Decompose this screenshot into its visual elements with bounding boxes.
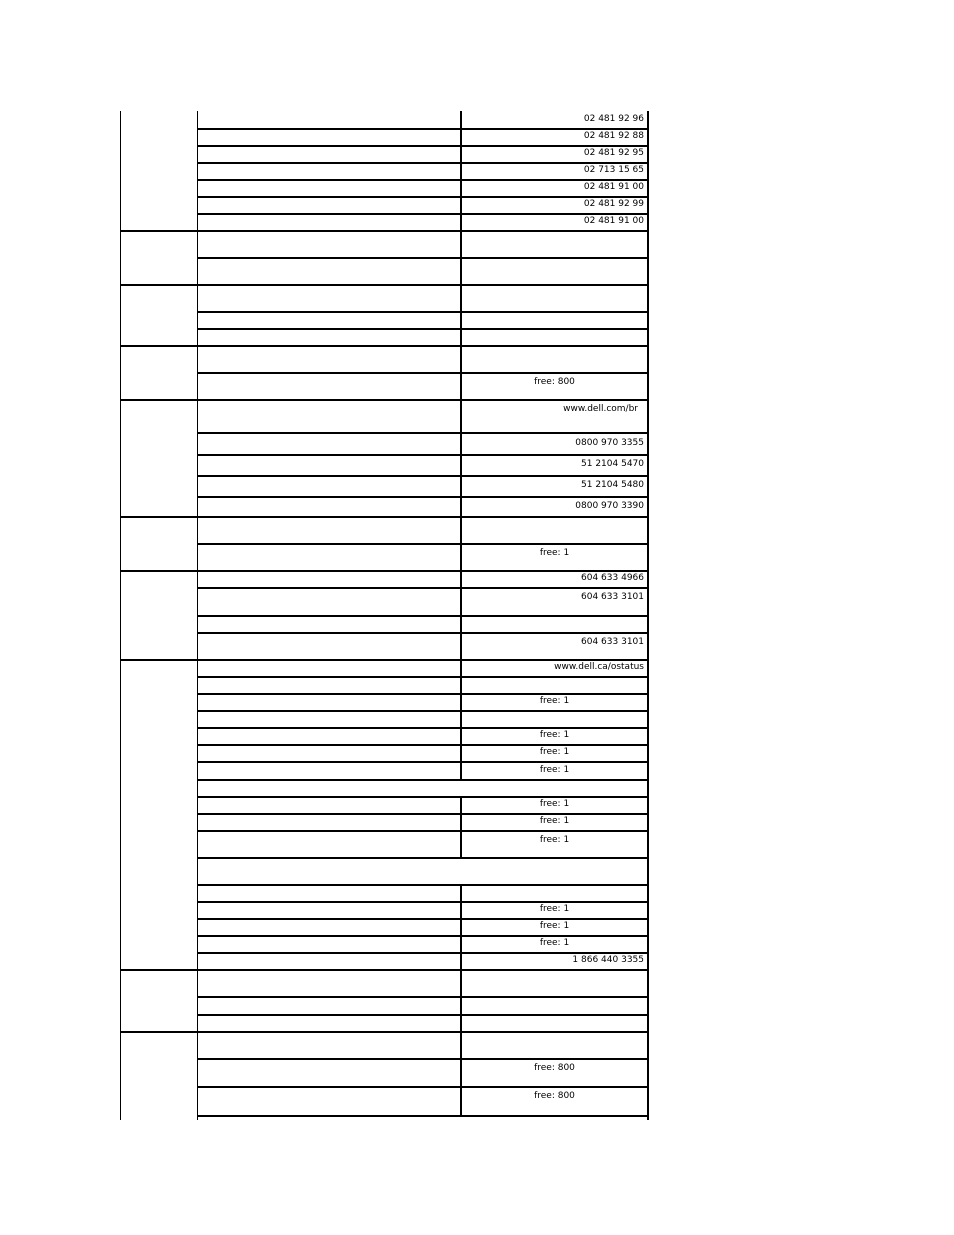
table-cell: free: 1 (539, 799, 570, 809)
row-divider (197, 996, 648, 998)
row-divider (197, 162, 648, 164)
table-cell: free: 800 (534, 377, 575, 387)
row-divider (197, 830, 648, 832)
table-cell: 02 713 15 65 (583, 165, 644, 175)
table-cell: free: 1 (539, 938, 570, 948)
row-divider (197, 918, 648, 920)
row-divider (197, 1058, 648, 1060)
row-divider (197, 615, 648, 617)
table-cell: free: 1 (539, 835, 570, 845)
table-cell: 604 633 3101 (581, 637, 644, 647)
table-cell: free: 800 (534, 1091, 575, 1101)
table-cell: 02 481 92 95 (583, 148, 644, 158)
row-divider (197, 884, 648, 886)
table-cell: free: 1 (539, 765, 570, 775)
table-cell: free: 1 (539, 730, 570, 740)
table-cell: www.dell.com/br (563, 404, 638, 414)
table-cell: free: 1 (539, 747, 570, 757)
row-divider (197, 179, 648, 181)
row-divider (197, 257, 648, 259)
column-divider (460, 969, 462, 996)
table-cell: 1 866 440 3355 (572, 955, 644, 965)
row-divider (197, 727, 648, 729)
column-divider (460, 710, 462, 727)
column-divider (460, 311, 462, 328)
row-divider (197, 496, 648, 498)
group-divider (120, 230, 648, 232)
row-divider (197, 328, 648, 330)
table-cell: 51 2104 5470 (581, 459, 644, 469)
column-divider (460, 230, 462, 257)
row-divider (197, 676, 648, 678)
group-divider (120, 284, 648, 286)
column-divider (460, 1014, 462, 1031)
table-cell: 02 481 91 00 (583, 216, 644, 226)
table-cell: 0800 970 3390 (575, 501, 644, 511)
table-cell: 02 481 91 00 (583, 182, 644, 192)
column-divider (460, 284, 462, 311)
group-divider (120, 1031, 648, 1033)
row-divider (197, 935, 648, 937)
column-divider (460, 328, 462, 345)
row-divider (197, 1115, 648, 1117)
column-divider (460, 996, 462, 1014)
row-divider (197, 587, 648, 589)
row-divider (197, 796, 648, 798)
table-cell: free: 1 (539, 921, 570, 931)
row-divider (197, 710, 648, 712)
group-divider (120, 659, 648, 661)
row-divider (197, 632, 648, 634)
table-cell: 02 481 92 88 (583, 131, 644, 141)
row-divider (197, 128, 648, 130)
row-divider (197, 543, 648, 545)
column-divider (460, 884, 462, 901)
table-cell: 02 481 92 99 (583, 199, 644, 209)
row-divider (197, 1014, 648, 1016)
table-cell: 604 633 4966 (581, 573, 644, 583)
row-divider (197, 744, 648, 746)
row-divider (197, 311, 648, 313)
group-divider (120, 516, 648, 518)
table-cell: free: 1 (539, 548, 570, 558)
row-divider (197, 779, 648, 781)
row-divider (197, 196, 648, 198)
row-divider (197, 693, 648, 695)
table-cell: free: 1 (539, 816, 570, 826)
column-divider (460, 676, 462, 693)
column-divider (460, 516, 462, 543)
row-divider (197, 145, 648, 147)
group-divider (120, 345, 648, 347)
group-divider (120, 399, 648, 401)
row-divider (197, 857, 648, 859)
column-divider (460, 1031, 462, 1058)
row-divider (197, 901, 648, 903)
table-cell: 51 2104 5480 (581, 480, 644, 490)
row-divider (197, 432, 648, 434)
column-divider (460, 615, 462, 632)
group-divider (120, 570, 648, 572)
row-divider (197, 213, 648, 215)
group-divider (120, 969, 648, 971)
table-cell: 02 481 92 96 (583, 114, 644, 124)
row-divider (197, 813, 648, 815)
row-divider (197, 475, 648, 477)
table-cell: free: 800 (534, 1063, 575, 1073)
row-divider (197, 372, 648, 374)
row-divider (197, 1086, 648, 1088)
table-cell: free: 1 (539, 696, 570, 706)
table-cell: 0800 970 3355 (575, 438, 644, 448)
row-divider (197, 952, 648, 954)
table-cell: free: 1 (539, 904, 570, 914)
table-cell: 604 633 3101 (581, 592, 644, 602)
row-divider (197, 761, 648, 763)
row-divider (197, 454, 648, 456)
column-divider (460, 257, 462, 284)
column-divider (460, 345, 462, 372)
table-cell: www.dell.ca/ostatus (554, 662, 644, 672)
